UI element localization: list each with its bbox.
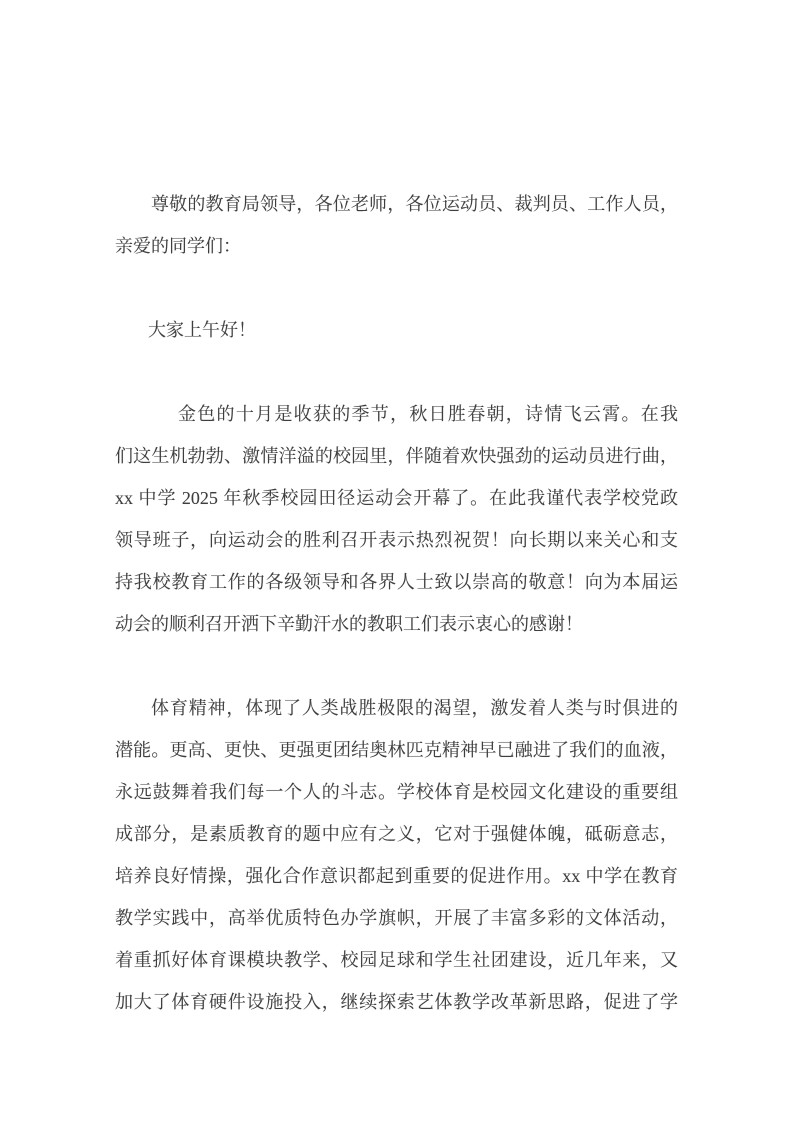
text-line: 领导班子，向运动会的胜利召开表示热烈祝贺！向长期以来关心和支	[115, 530, 678, 550]
text-line: 持我校教育工作的各级领导和各界人士致以崇高的敬意！向为本届运	[115, 572, 678, 592]
text-line: 体育精神，体现了人类战胜极限的渴望，激发着人类与时俱进的	[151, 698, 678, 718]
text-line: 尊敬的教育局领导，各位老师，各位运动员、裁判员、工作人员，	[151, 194, 678, 214]
text-line: 潜能。更高、更快、更强更团结奥林匹克精神早已融进了我们的血液，	[115, 740, 678, 760]
text-line: 成部分，是素质教育的题中应有之义，它对于强健体魄，砥砺意志，	[115, 824, 678, 844]
text-line: 培养良好情操，强化合作意识都起到重要的促进作用。xx 中学在教育	[115, 866, 678, 886]
text-line: 加大了体育硬件设施投入，继续探索艺体教学改革新思路，促进了学	[115, 992, 678, 1012]
paragraph-greeting	[115, 309, 678, 351]
text-line: 动会的顺利召开洒下辛勤汗水的教职工们表示衷心的感谢！	[115, 614, 583, 634]
text-line: 永远鼓舞着我们每一个人的斗志。学校体育是校园文化建设的重要组	[115, 782, 678, 802]
text-line: 教学实践中，高举优质特色办学旗帜，开展了丰富多彩的文体活动，	[115, 908, 678, 928]
text-line: 着重抓好体育课模块教学、校园足球和学生社团建设，近几年来，又	[115, 950, 678, 970]
paragraph-body-sports-spirit	[115, 687, 678, 1023]
document-text-block	[115, 183, 678, 1023]
text-line: 大家上午好！	[148, 320, 256, 340]
text-line: 亲爱的同学们：	[115, 236, 241, 256]
paragraph-salutation	[115, 183, 678, 267]
text-line: 金色的十月是收获的季节，秋日胜春朝，诗情飞云霄。在我	[178, 404, 678, 424]
paragraph-opening	[115, 393, 678, 645]
text-line: 们这生机勃勃、激情洋溢的校园里，伴随着欢快强劲的运动员进行曲，	[115, 446, 678, 466]
text-line: xx 中学 2025 年秋季校园田径运动会开幕了。在此我谨代表学校党政	[115, 488, 678, 508]
